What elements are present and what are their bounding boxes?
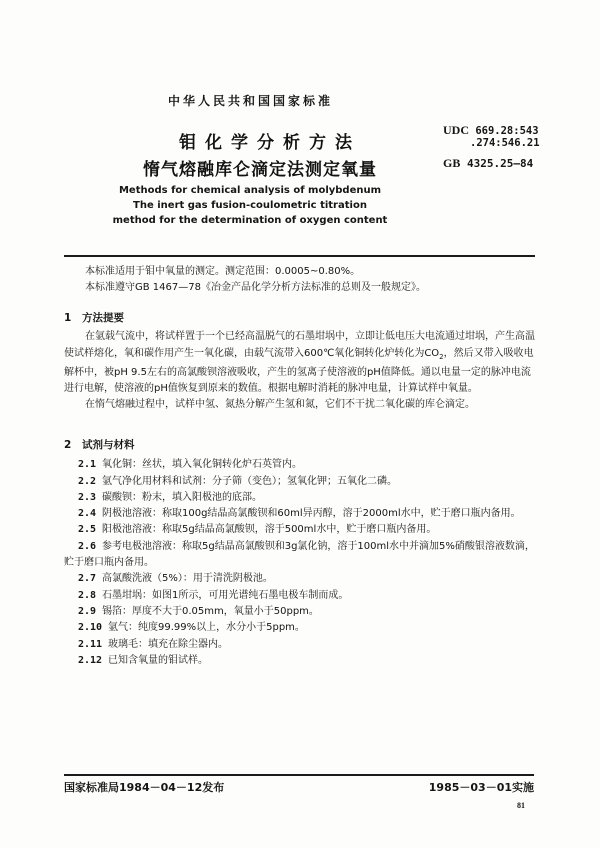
section-1: [64, 310, 536, 414]
udc-code: [443, 124, 540, 149]
footer-divider: [64, 774, 534, 776]
udc-label: UDC: [443, 123, 469, 137]
intro-compliance: 本标准遵守GB 1467—78《冶金产品化学分析方法标准的总则及一般规定》。: [85, 282, 426, 294]
section-1-title: 方法提要: [82, 312, 124, 324]
intro: [64, 264, 536, 297]
list-item-2-10: [64, 620, 536, 636]
item-number: 2.5: [78, 524, 97, 536]
issue-date: 国家标准局1984－04－12发布: [64, 781, 225, 794]
title-en-line3: method for the determination of oxygen content: [112, 215, 388, 226]
item-text: 锡箔：厚度不大于0.05mm，氧量小于50ppm。: [102, 605, 319, 617]
item-text: 石墨坩埚：如图1所示，可用光谱纯石墨电极车制而成。: [102, 589, 349, 601]
udc-line1: 669.28:543: [475, 125, 539, 137]
item-number: 2.8: [78, 589, 97, 601]
page-number: 81: [517, 801, 525, 810]
effective-date: 1985－03－01实施: [428, 781, 534, 794]
item-text: 玻璃毛：填充在除尘器内。: [108, 638, 228, 650]
item-text: 碳酸钡：粉末，填入阳极池的底部。: [102, 491, 262, 503]
title-en: [100, 183, 400, 228]
intro-scope: 本标准适用于钼中氧量的测定。测定范围：0.0005~0.80%。: [85, 266, 361, 277]
section-1-number: 1: [64, 312, 72, 324]
item-number: 2.4: [78, 508, 97, 520]
section-2-number: 2: [64, 439, 72, 451]
gb-number-value: 4325.25—84: [466, 157, 534, 170]
item-text: 氩气：纯度99.99%以上，水分小于5ppm。: [108, 622, 305, 634]
item-number: 2.11: [78, 638, 103, 650]
item-number: 2.2: [78, 475, 97, 487]
list-item-2-6: [64, 539, 536, 572]
list-item-2-2: [64, 474, 536, 490]
item-number: 2.12: [78, 654, 103, 666]
title-en-line2: The inert gas fusion-coulometric titration: [133, 200, 367, 211]
item-text: 参考电极池溶液：称取5g结晶高氯酸钡和3g氯化钠，溶于100ml水中并滴加5%硝酸银溶液数滴，贮于磨口瓶内备用。: [64, 540, 535, 569]
section-1-p1-text-a: 在氩载气流中，将试样置于一个已经高温脱气的石墨坩埚中，立即让低电压大电流通过坩埚，产生高温使试样熔化，氧和碳作用产生一氧化碳，由载气流带入600℃氧化铜转化炉转化为CO: [64, 331, 535, 359]
item-number: 2.3: [78, 491, 97, 503]
national-standard-heading: 中华人民共和国国家标准: [168, 94, 334, 108]
title-en-line1: Methods for chemical analysis of molybdenum: [118, 185, 382, 196]
list-item-2-7: [64, 571, 536, 587]
co2-subscript: 2: [439, 352, 444, 361]
item-number: 2.1: [78, 459, 97, 471]
section-1-heading: [64, 310, 536, 326]
title-cn-line2: 惰气熔融库仑滴定法测定氧量: [143, 160, 377, 180]
list-item-2-11: [64, 637, 536, 653]
item-text: 氧化铜：丝状，填入氧化铜转化炉石英管内。: [102, 459, 302, 471]
section-1-paragraph-2: 在惰气熔融过程中，试样中氢、氮热分解产生氢和氮，它们不干扰二氧化碳的库仑滴定。: [85, 399, 475, 411]
udc-line2: .274:546.21: [470, 137, 540, 149]
section-2-heading: [64, 437, 536, 453]
section-1-paragraph-1: [64, 329, 536, 397]
item-number: 2.7: [78, 573, 97, 585]
item-text: 阴极池溶液：称取100g结晶高氯酸钡和60ml异丙醇，溶于2000ml水中，贮于磨口瓶内备用。: [102, 508, 521, 520]
list-item-2-4: [64, 506, 536, 522]
list-item-2-8: [64, 588, 536, 604]
gb-number: [443, 156, 533, 171]
list-item-2-1: [64, 457, 536, 473]
list-item-2-5: [64, 522, 536, 538]
section-1-p1-text-b: ，然后又带入吸收电解杯中，被pH 9.5左右的高氯酸钡溶液吸收，产生的氢离子使溶液的pH值降低。通以电量一定的脉冲电流进行电解，使溶液的pH值恢复到原来的数值。根据电解时消耗的脉冲电量，计算试样中氧量。: [64, 347, 534, 395]
item-number: 2.9: [78, 605, 97, 617]
list-item-2-3: [64, 490, 536, 506]
item-number: 2.6: [78, 540, 97, 552]
section-2-title: 试剂与材料: [82, 439, 135, 451]
item-text: 阳极池溶液：称取5g结晶高氯酸钡，溶于500ml水中，贮于磨口瓶内备用。: [102, 524, 437, 536]
item-text: 氩气净化用材料和试剂：分子筛（变色）；氢氧化钾；五氧化二磷。: [102, 475, 397, 487]
section-2: [64, 437, 536, 669]
item-text: 已知含氧量的钼试样。: [108, 654, 208, 666]
item-text: 高氯酸洗液（5%）：用于清洗阴极池。: [102, 573, 273, 585]
list-item-2-12: [64, 653, 536, 669]
list-item-2-9: [64, 604, 536, 620]
item-number: 2.10: [78, 622, 103, 634]
header-divider: [64, 255, 535, 257]
title-cn-line1: 钼化学分析方法: [179, 133, 361, 153]
gb-label: GB: [443, 156, 461, 170]
